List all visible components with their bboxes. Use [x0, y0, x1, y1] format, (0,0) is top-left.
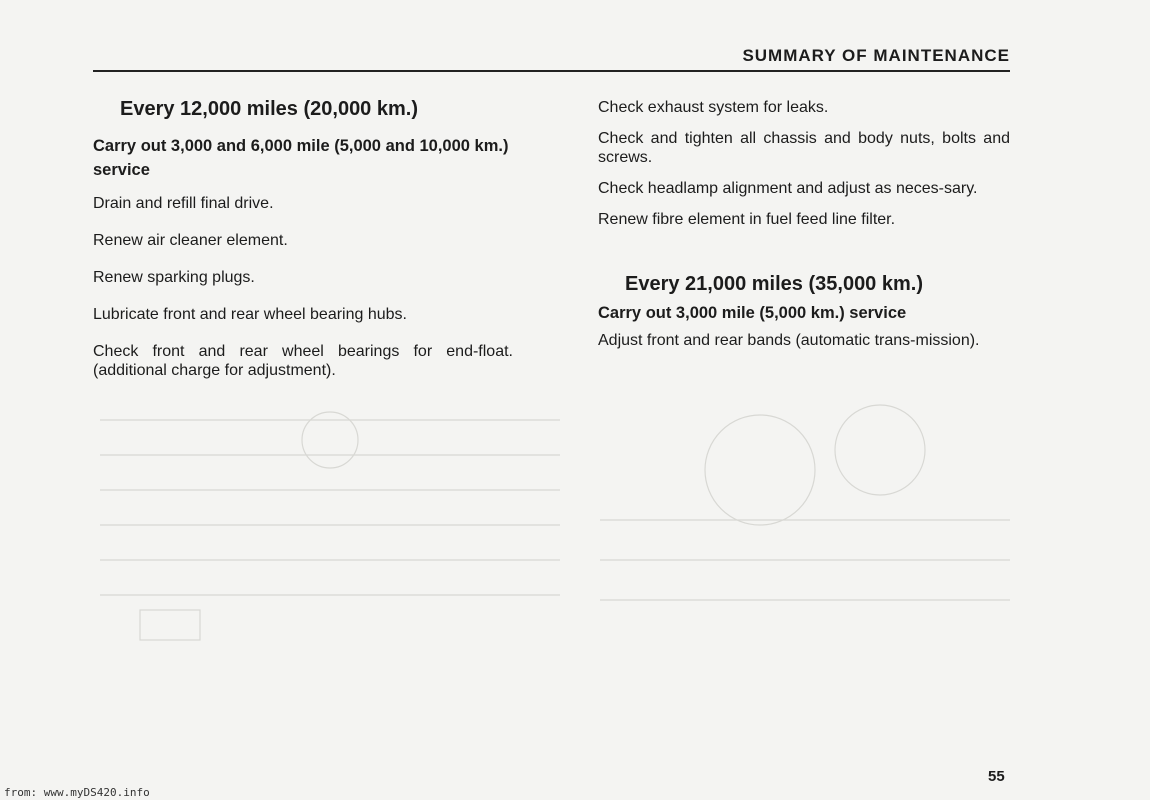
maintenance-item: Check front and rear wheel bearings for end-float. (additional charge for adjustment).: [93, 343, 513, 379]
maintenance-item: Lubricate front and rear wheel bearing hubs.: [93, 306, 407, 323]
right-column: [598, 98, 1010, 350]
maintenance-item: Renew sparking plugs.: [93, 269, 255, 286]
source-footer: from: www.myDS420.info: [4, 786, 150, 799]
maintenance-item: Renew fibre element in fuel feed line filter.: [598, 211, 896, 228]
left-column: [93, 96, 513, 380]
page-header: [93, 46, 1010, 72]
service-subheading: Carry out 3,000 mile (5,000 km.) service: [598, 304, 907, 322]
interval-heading-12000: Every 12,000 miles (20,000 km.): [120, 98, 418, 120]
interval-heading-21000: Every 21,000 miles (35,000 km.): [625, 273, 923, 295]
section-title: SUMMARY OF MAINTENANCE: [742, 46, 1010, 65]
maintenance-item: Drain and refill final drive.: [93, 195, 274, 212]
maintenance-item: Check and tighten all chassis and body nuts, bolts and screws.: [598, 130, 1010, 166]
page-number: 55: [988, 768, 1005, 785]
maintenance-item: Renew air cleaner element.: [93, 232, 288, 249]
maintenance-item: Check headlamp alignment and adjust as neces-sary.: [598, 180, 978, 197]
service-subheading: Carry out 3,000 and 6,000 mile (5,000 and 10,000 km.) service: [93, 137, 509, 179]
maintenance-item: Check exhaust system for leaks.: [598, 99, 829, 116]
maintenance-item: Adjust front and rear bands (automatic trans-mission).: [598, 332, 980, 349]
